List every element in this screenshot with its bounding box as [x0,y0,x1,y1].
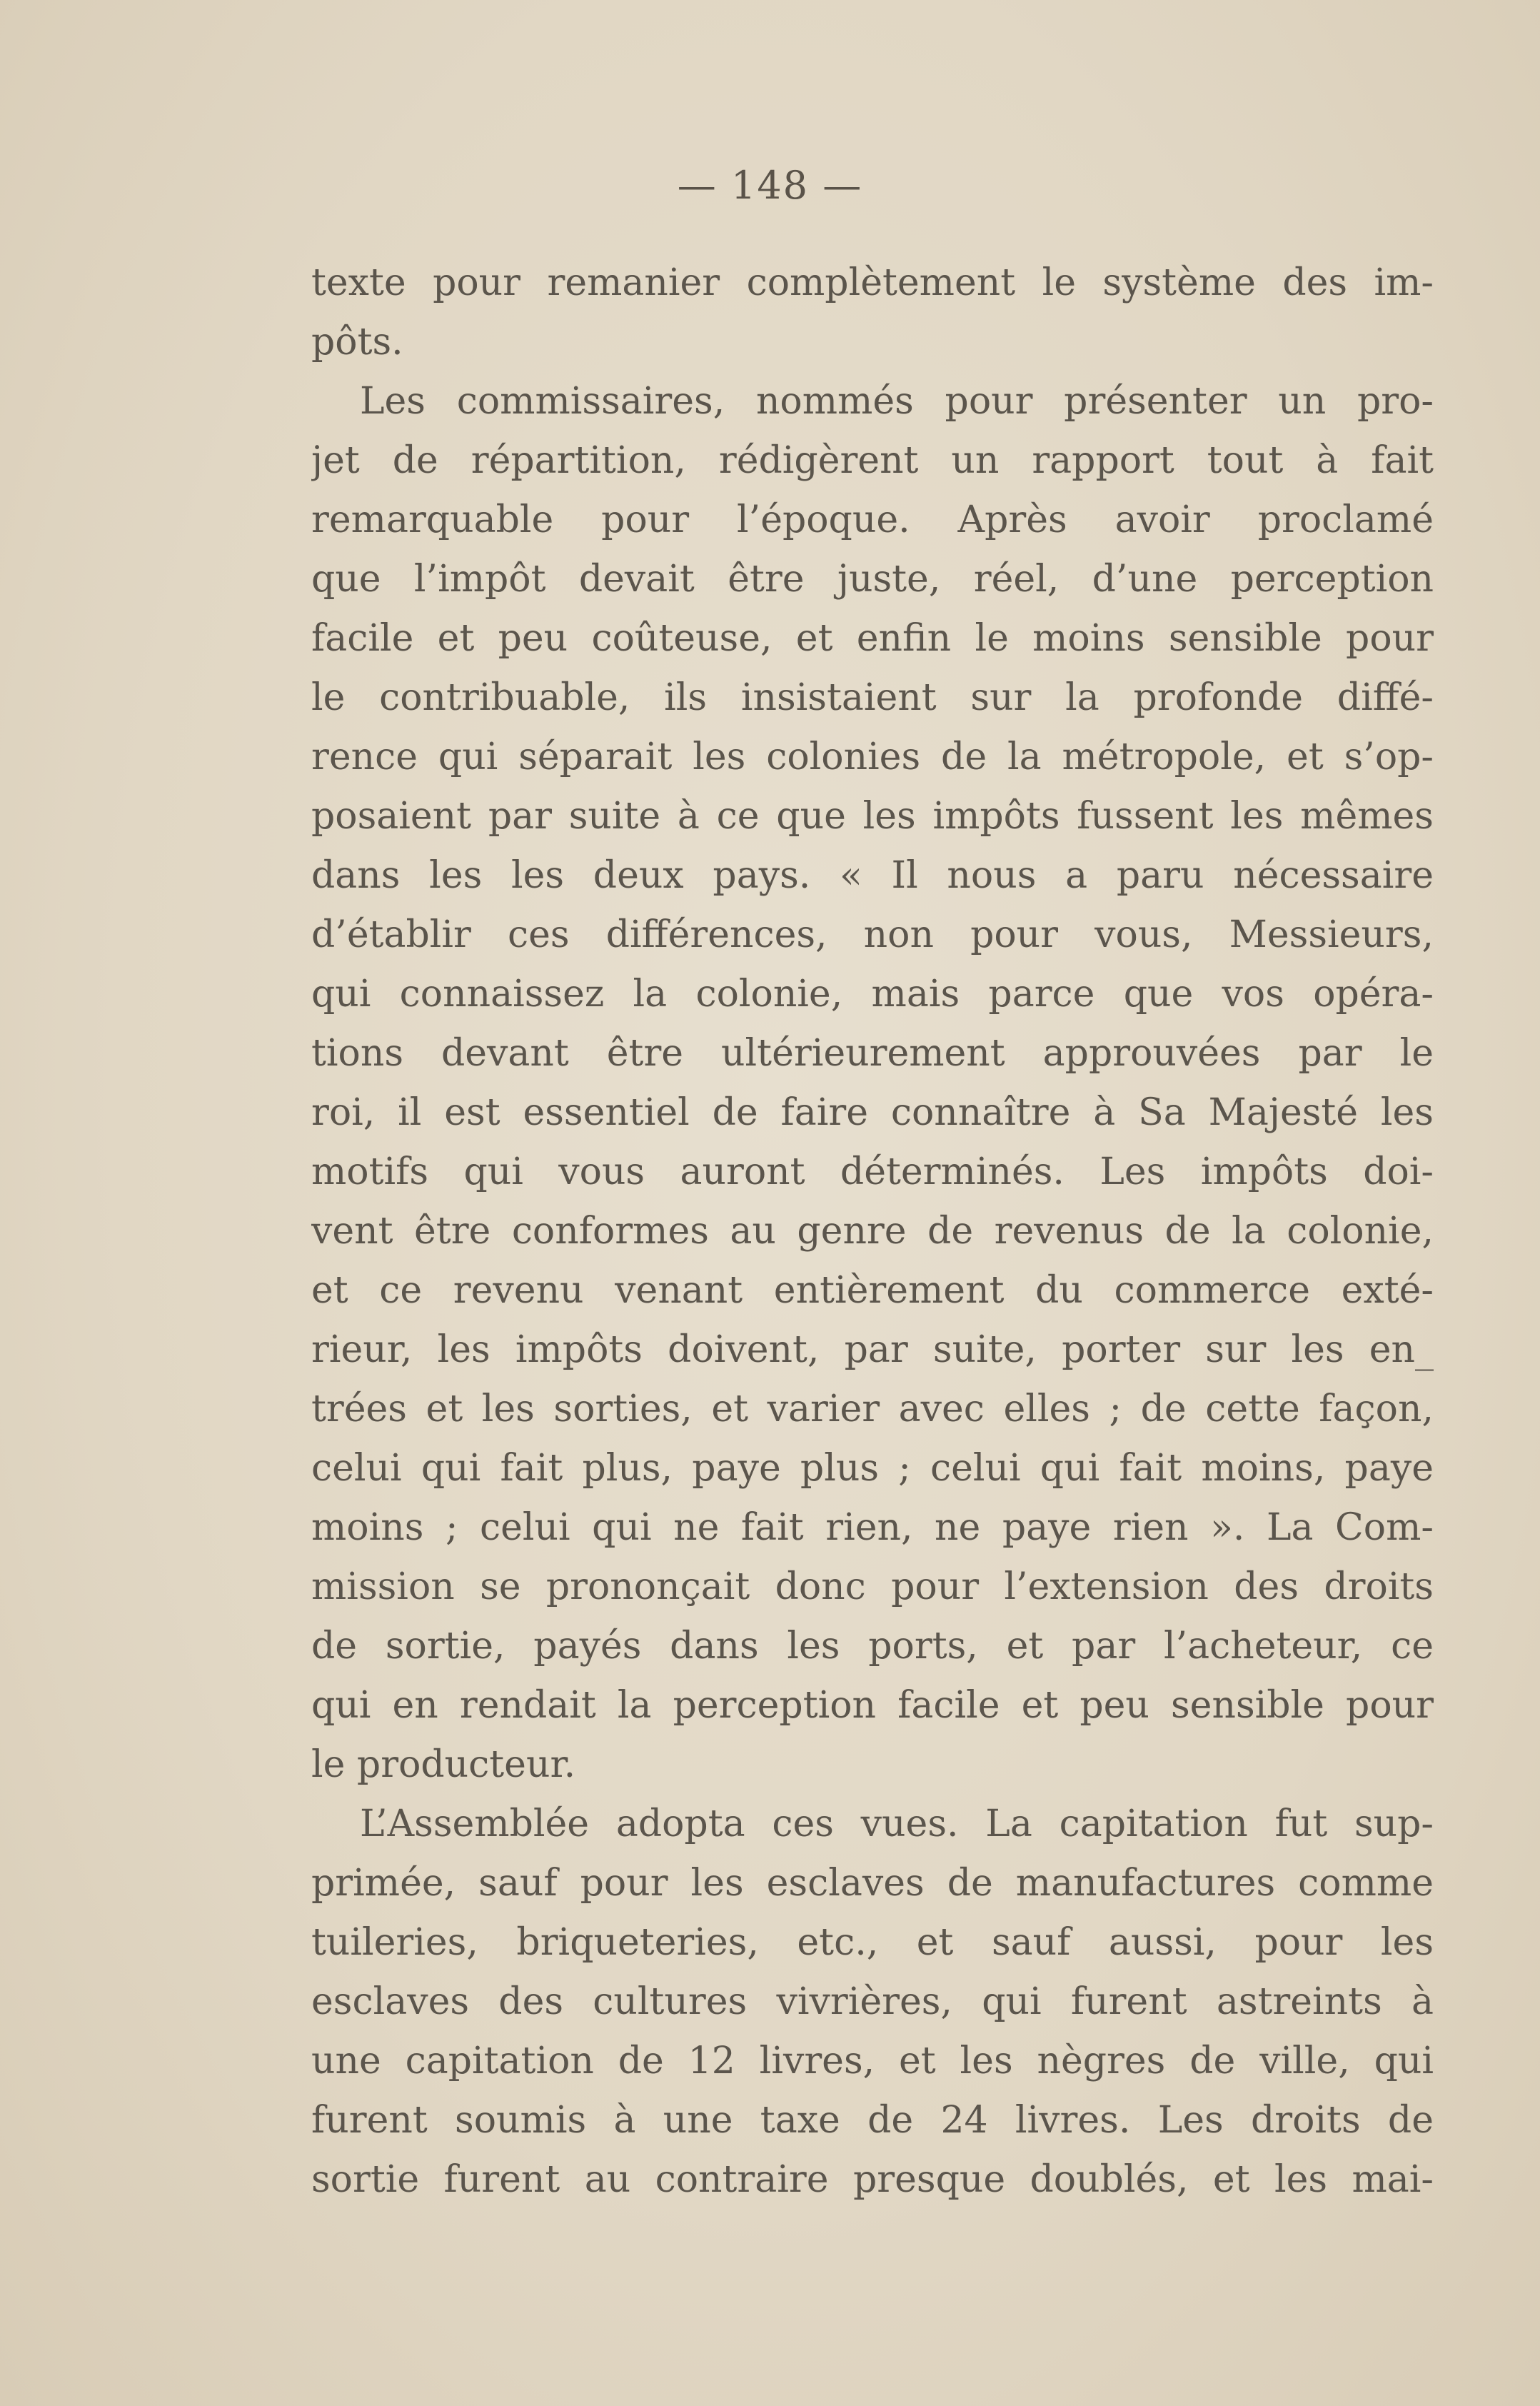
text-line: pôts. [311,321,403,364]
text-line: moins ; celui qui ne fait rien, ne paye rien ». La Com- [311,1506,1434,1549]
text-line: facile et peu coûteuse, et enfin le moins sensible pour [311,617,1434,660]
text-line: celui qui fait plus, paye plus ; celui qui fait moins, paye [311,1447,1434,1490]
text-line: roi, il est essentiel de faire connaître à Sa Majesté les [311,1091,1434,1134]
text-line: une capitation de 12 livres, et les nègres de ville, qui [311,2040,1434,2082]
text-line: et ce revenu venant entièrement du commerce exté- [311,1269,1434,1312]
text-line: dans les les deux pays. « Il nous a paru nécessaire [311,854,1434,897]
text-line: texte pour remanier complètement le système des im- [311,261,1434,304]
text-line: qui connaissez la colonie, mais parce que vos opéra- [311,973,1434,1016]
text-line: jet de répartition, rédigèrent un rapport tout à fait [311,439,1434,482]
text-line: trées et les sorties, et varier avec elles ; de cette façon, [311,1388,1434,1430]
body-text [311,254,1434,2210]
text-line: rence qui séparait les colonies de la métropole, et s’op- [311,736,1434,778]
page-number: — 148 — [677,163,863,208]
text-line: de sortie, payés dans les ports, et par l’acheteur, ce [311,1625,1434,1668]
text-line: motifs qui vous auront déterminés. Les impôts doi- [311,1151,1434,1193]
text-line: d’établir ces différences, non pour vous, Messieurs, [311,913,1434,956]
text-line: Les commissaires, nommés pour présenter un pro- [360,380,1434,423]
text-line: le contribuable, ils insistaient sur la profonde diffé- [311,676,1434,719]
text-line: tuileries, briqueteries, etc., et sauf aussi, pour les [311,1921,1434,1964]
text-line: posaient par suite à ce que les impôts fussent les mêmes [311,795,1434,838]
text-line: furent soumis à une taxe de 24 livres. Les droits de [311,2099,1434,2142]
text-line: tions devant être ultérieurement approuvées par le [311,1032,1434,1075]
text-line: le producteur. [311,1743,576,1786]
text-line: que l’impôt devait être juste, réel, d’une perception [311,558,1434,601]
text-line: L’Assemblée adopta ces vues. La capitation fut sup- [360,1803,1434,1845]
text-line: primée, sauf pour les esclaves de manufactures comme [311,1862,1434,1905]
text-line: mission se prononçait donc pour l’extension des droits [311,1565,1434,1608]
text-line: qui en rendait la perception facile et peu sensible pour [311,1684,1434,1727]
text-line: rieur, les impôts doivent, par suite, porter sur les en_ [311,1328,1434,1371]
text-line: remarquable pour l’époque. Après avoir proclamé [311,498,1434,541]
text-line: sortie furent au contraire presque doublés, et les mai- [311,2158,1434,2201]
text-line: vent être conformes au genre de revenus de la colonie, [311,1210,1434,1253]
text-line: esclaves des cultures vivrières, qui furent astreints à [311,1980,1434,2023]
